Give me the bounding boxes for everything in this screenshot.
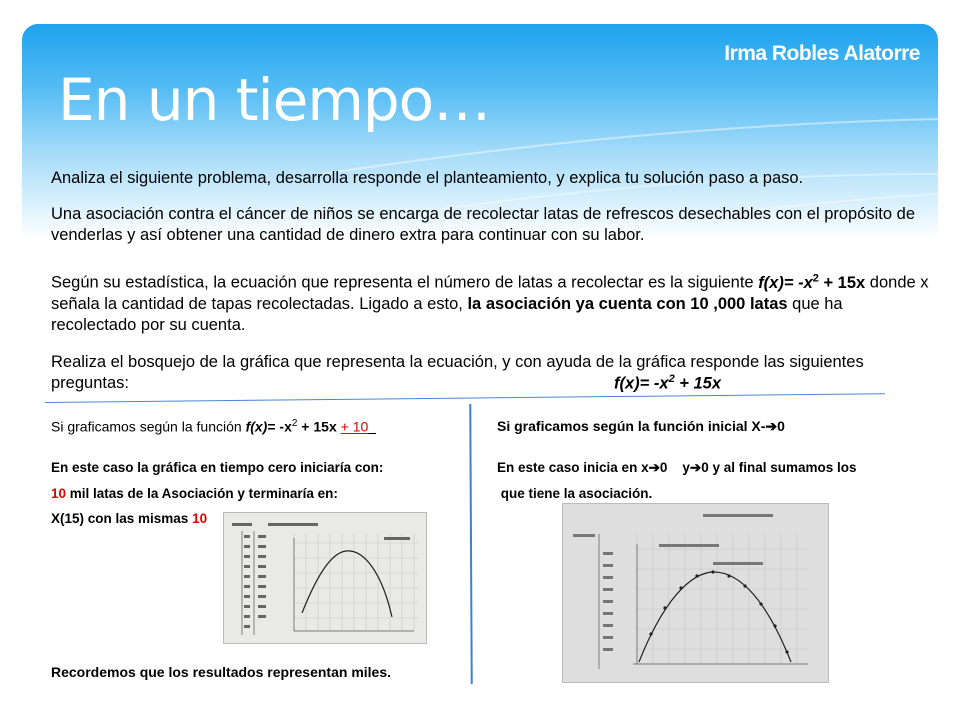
left-line-3-text: X(15) con las mismas: [51, 511, 193, 526]
handwritten-graph-right: [563, 504, 828, 682]
right-line-1-c: 0 y al final sumamos los: [701, 460, 857, 475]
handwritten-graph-photo-left: [223, 512, 427, 644]
statistic-text: [51, 268, 931, 336]
instruction-text: Analiza el siguiente problema, desarrolla responde el planteamiento, y explica tu solución paso a paso.: [51, 169, 804, 187]
function-label-tail: + 15x: [674, 374, 722, 393]
right-line-1-arrow-1: ➔: [648, 460, 660, 475]
statistic-part-a: Según su estadística, la ecuación que representa el número de latas a recolectar es la siguiente: [51, 273, 759, 292]
statistic-part-b: donde x señala la cantidad de tapas recolectadas. Ligado a esto,: [51, 273, 929, 313]
statistic-function: f(x)= -x: [758, 273, 813, 292]
function-label-exponent: 2: [668, 373, 675, 385]
left-heading-function: f(x): [245, 418, 268, 435]
left-heading-exponent: 2: [291, 418, 298, 429]
right-heading: [497, 418, 785, 435]
left-line-2-red: 10: [51, 486, 67, 501]
function-label-main: f(x)= -x: [614, 374, 669, 393]
left-heading-a: Si graficamos según la función: [51, 418, 246, 435]
left-line-2-text: mil latas de la Asociación y terminaría en:: [66, 486, 338, 501]
right-heading-arrow: ➔: [765, 418, 778, 434]
right-line-1-arrow-2: ➔: [689, 460, 702, 475]
handwritten-graph-left: [224, 513, 426, 643]
right-heading-tail: 0: [777, 418, 785, 434]
horizontal-divider: [45, 393, 885, 403]
right-line-2: que tiene la asociación.: [497, 486, 653, 501]
statistic-part-c: que ha recolectado por su cuenta.: [51, 294, 843, 334]
handwritten-graph-photo-right: [562, 503, 829, 683]
left-line-1: En este caso la gráfica en tiempo cero iniciaría con:: [51, 460, 384, 475]
left-heading-c: + 15x: [297, 418, 341, 435]
vertical-divider: [469, 404, 472, 684]
author-name: Irma Robles Alatorre: [724, 42, 920, 65]
function-label: [614, 373, 721, 394]
left-line-2: [51, 486, 338, 501]
right-line-1-b: 0 y: [659, 460, 690, 475]
sketch-instruction: Realiza el bosquejo de la gráfica que representa la ecuación, y con ayuda de la gráfica responde las siguientes preguntas:: [51, 353, 864, 392]
problem-text: Una asociación contra el cáncer de niños se encarga de recolectar latas de refrescos desechables con el propósito de venderlas y así obtener una cantidad de dinero extra para continuar con su labor.: [51, 205, 916, 244]
slide-title: En un tiempo…: [58, 66, 491, 134]
statistic-highlight: la asociación ya cuenta con 10 ,000 latas: [467, 294, 788, 313]
right-heading-text: Si graficamos según la función inicial X-: [497, 418, 766, 434]
left-line-3-red: 10: [192, 511, 208, 526]
statistic-function-tail: + 15x: [818, 273, 866, 292]
right-line-1-a: En este caso inicia en x: [497, 460, 649, 475]
left-heading-red: + 10: [340, 418, 369, 435]
left-heading-b: = -x: [267, 418, 292, 435]
statistic-exponent: 2: [812, 272, 819, 284]
left-heading: [51, 418, 376, 435]
left-footer: Recordemos que los resultados representan miles.: [51, 664, 392, 680]
left-line-3: [51, 511, 207, 526]
right-line-1: [497, 460, 857, 476]
